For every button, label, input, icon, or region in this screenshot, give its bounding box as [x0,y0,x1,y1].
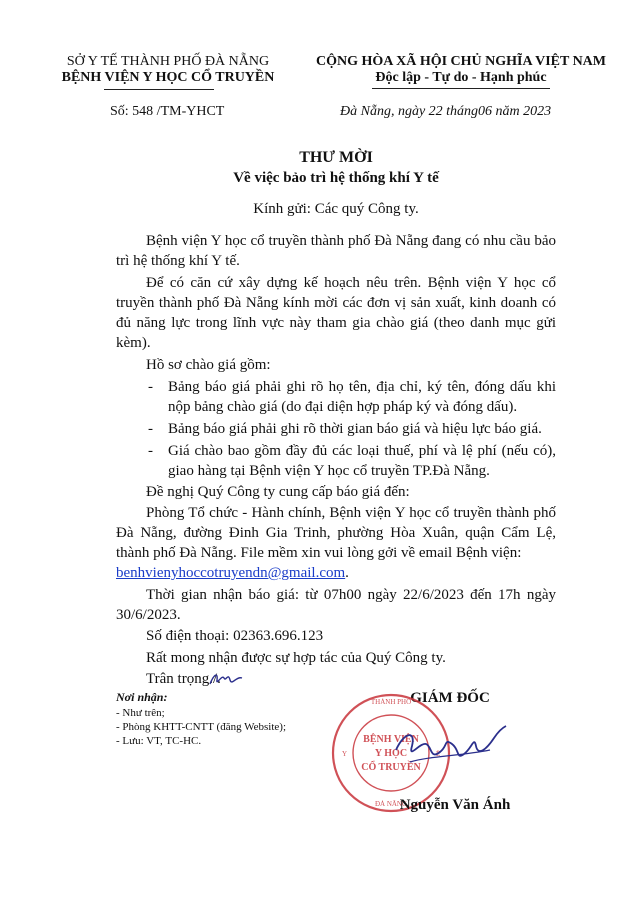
national-motto: Độc lập - Tự do - Hạnh phúc [375,70,547,85]
bullet-item-2: Bảng báo giá phải ghi rõ thời gian báo giá và hiệu lực báo giá. [168,421,542,437]
letter-subject: Về việc bảo trì hệ thống khí Y tế [233,170,439,186]
email-line [116,563,556,583]
signer-position: GIÁM ĐỐC [410,690,490,706]
svg-text:ĐÀ NẴNG: ĐÀ NẴNG [374,800,408,808]
place-and-date: Đà Nẵng, ngày 22 tháng06 năm 2023 [340,104,552,119]
document-number: Số: 548 /TM-YHCT [110,104,225,119]
bullet-dash-3: - [148,443,153,459]
hospital-underline [104,89,214,90]
paragraph-cooperation: Rất mong nhận được sự hợp tác của Quý Công ty. [146,650,446,666]
recipients-label: Nơi nhận: [116,690,168,704]
paragraph-address: Phòng Tổ chức - Hành chính, Bệnh viện Y học cổ truyền thành phố Đà Nẵng, đường Đinh Gia Trinh, phường Hòa Xuân, quận Cẩm Lệ, thành phố Đà Nẵng. File mềm xin vui lòng gởi về email Bệnh viện: [116,505,556,561]
svg-text:THÀNH PHỐ: THÀNH PHỐ [370,698,412,706]
motto-underline [372,88,550,89]
paragraph-dossier: Hồ sơ chào giá gồm: [146,357,271,373]
country-name: CỘNG HÒA XÃ HỘI CHỦ NGHĨA VIỆT NAM [315,54,606,69]
svg-text:Y HỌC: Y HỌC [374,748,408,759]
paragraph-regards: Trân trọng./. [146,671,221,687]
svg-text:CỔ TRUYỀN: CỔ TRUYỀN [361,762,421,773]
bullet-item-3: Giá chào bao gồm đầy đủ các loại thuế, phí và lệ phí (nếu có), giao hàng tại Bệnh viện Y học cổ truyền TP.Đà Nẵng. [168,443,556,479]
paragraph-need: Bệnh viện Y học cổ truyền thành phố Đà Nẵng đang có nhu cầu bảo trì hệ thống khí Y tế. [116,233,556,269]
paragraph-phone: Số điện thoại: 02363.696.123 [146,628,324,644]
hospital-name: BỆNH VIỆN Y HỌC CỔ TRUYỀN [61,70,275,85]
greeting: Kính gửi: Các quý Công ty. [253,201,419,217]
recipient-item-1: - Như trên; [116,707,165,719]
department-name: SỞ Y TẾ THÀNH PHỐ ĐÀ NẴNG [66,54,270,69]
bullet-dash-2: - [148,421,153,437]
recipient-item-2: - Phòng KHTT-CNTT (đăng Website); [116,721,287,733]
paragraph-invitation: Để có căn cứ xây dựng kế hoạch nêu trên. Bệnh viện Y học cổ truyền thành phố Đà Nẵng kính mời các đơn vị sản xuất, kinh doanh có đủ năng lực trong lĩnh vực này tham gia chào giá (theo danh mục gửi kèm). [116,275,556,351]
signer-name: Nguyễn Văn Ánh [399,797,511,813]
letter-title: THƯ MỜI [299,149,373,166]
email-link[interactable]: benhvienyhoccotruyendn@gmail.com [116,565,346,581]
svg-text:BỆNH VIỆN: BỆNH VIỆN [363,734,419,745]
email-tail: . [345,565,349,581]
recipient-item-3: - Lưu: VT, TC-HC. [116,735,202,747]
bullet-dash-1: - [148,379,153,395]
svg-text:Ế: Ế [436,750,441,758]
initial-mark [206,666,246,692]
svg-text:Y: Y [342,750,348,758]
paragraph-timeframe: Thời gian nhận báo giá: từ 07h00 ngày 22/6/2023 đến 17h ngày 30/6/2023. [116,587,556,623]
bullet-item-1: Bảng báo giá phải ghi rõ họ tên, địa chỉ, ký tên, đóng dấu khi nộp bảng chào giá (do đại diện hợp pháp ký và đóng dấu). [168,379,556,415]
handwritten-signature [390,716,510,776]
paragraph-request: Đề nghị Quý Công ty cung cấp báo giá đến: [146,484,410,500]
